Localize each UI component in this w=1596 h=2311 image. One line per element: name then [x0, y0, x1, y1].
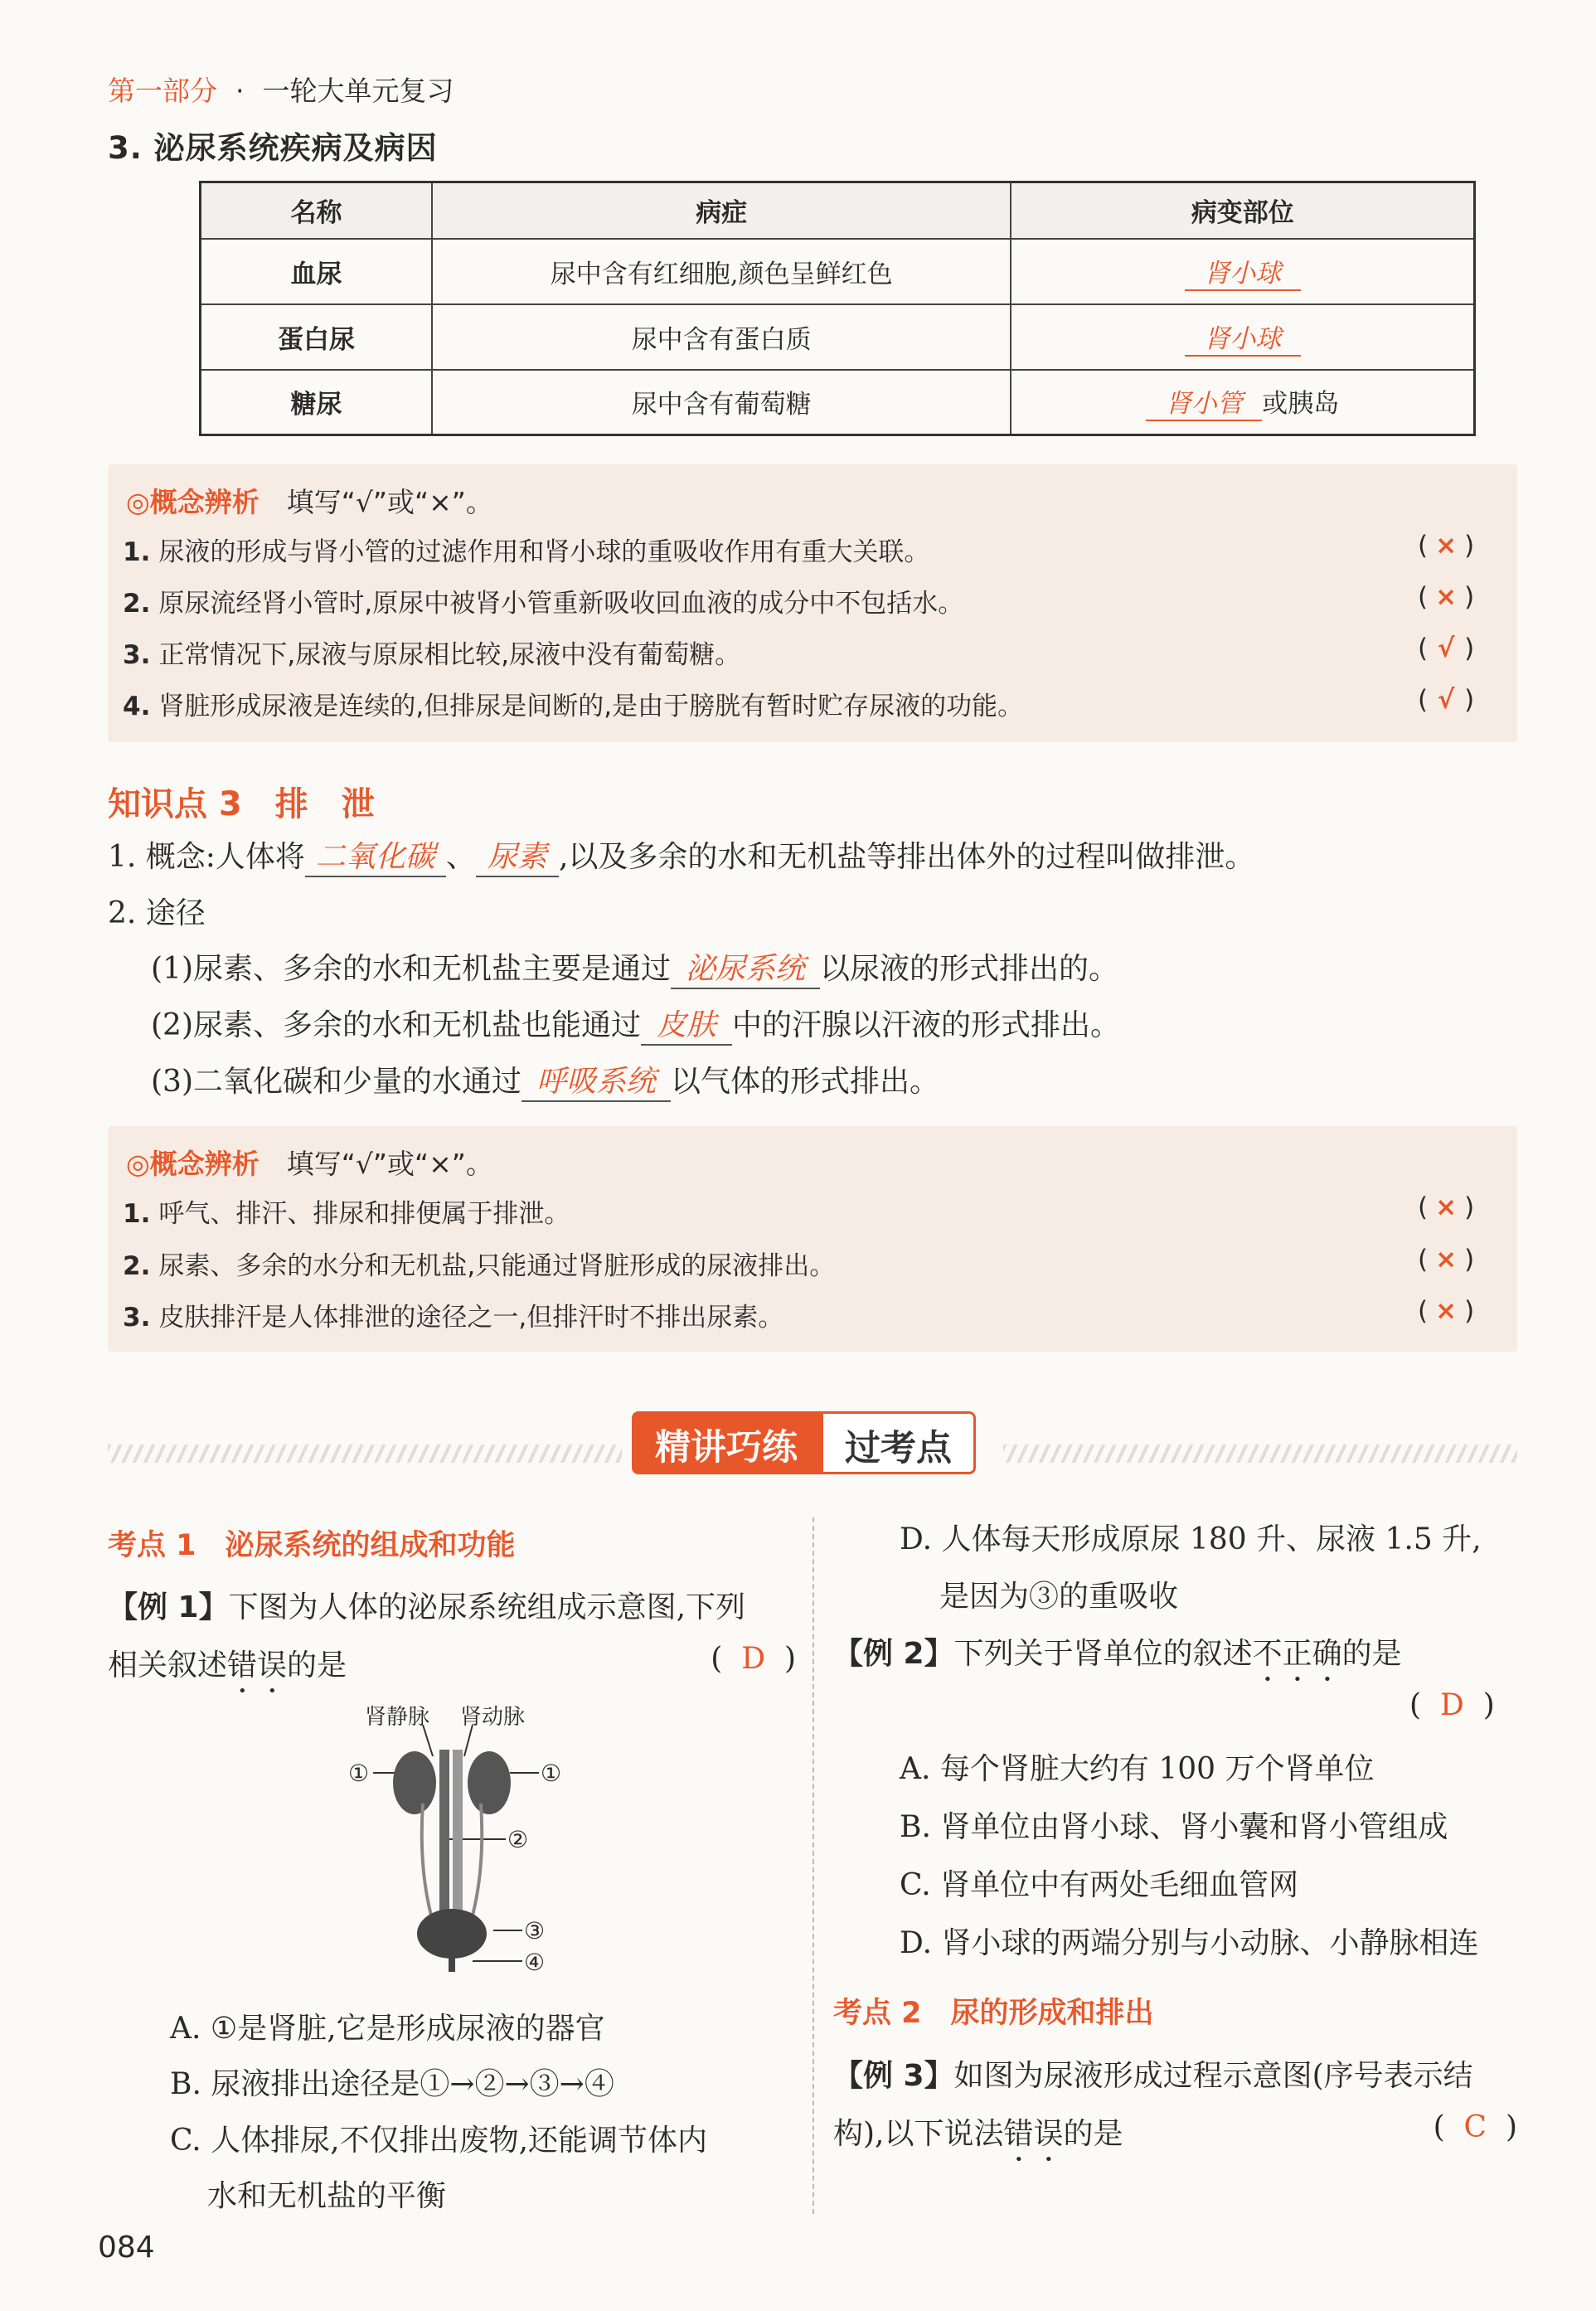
- concept-instruction: 填写“√”或“×”。: [286, 1148, 493, 1180]
- answer-mark: [1418, 1296, 1474, 1326]
- table-row: [201, 370, 1475, 435]
- table-header: 病症: [432, 182, 1011, 239]
- page-header: [108, 70, 454, 109]
- disease-symptom: 尿中含有蛋白质: [432, 304, 1011, 370]
- route-prefix: (2)尿素、多余的水和无机盐也能通过: [151, 1008, 641, 1042]
- paren: ): [783, 1642, 796, 1676]
- concept-item: [123, 1296, 783, 1333]
- route-item: [151, 1058, 939, 1102]
- option-c: C. 人体排尿,不仅排出废物,还能调节体内: [170, 2124, 708, 2158]
- item-number: 4.: [123, 692, 151, 721]
- blank-answer: 呼吸系统: [521, 1058, 671, 1102]
- urinary-system-diagram: [340, 1700, 614, 1982]
- example-text: 的是: [1341, 1637, 1402, 1671]
- knowledge-point-title: [108, 778, 375, 825]
- emphasis-text: 错误: [1003, 2117, 1064, 2151]
- example-text: 下图为人体的泌尿系统组成示意图,下列: [228, 1590, 746, 1624]
- column-divider: [813, 1517, 814, 2214]
- route-suffix: 中的汗腺以汗液的形式排出。: [732, 1008, 1121, 1042]
- header-dot: ·: [235, 75, 245, 107]
- paren: ): [1464, 1245, 1475, 1274]
- paren: ): [1464, 634, 1475, 663]
- blank-answer: 二氧化碳: [305, 833, 446, 877]
- item-number: 2.: [123, 1251, 151, 1281]
- option-b: B. 尿液排出途径是①→②→③→④: [170, 2067, 614, 2101]
- mark: √: [1437, 685, 1455, 715]
- option-d-line1: D. 人体每天形成原尿 180 升、尿液 1.5 升,: [900, 1522, 1482, 1556]
- mark: ×: [1435, 582, 1458, 612]
- answer-mark: [1418, 1192, 1474, 1222]
- concept-suffix: ,以及多余的水和无机盐等排出体外的过程叫做排泄。: [558, 840, 1255, 874]
- route-prefix: (1)尿素、多余的水和无机盐主要是通过: [151, 952, 671, 986]
- emphasis-text: 错误: [227, 1648, 288, 1682]
- example-label: 【例 2】: [833, 1637, 954, 1671]
- route-title: 2. 途径: [108, 896, 206, 930]
- mark: ×: [1435, 1192, 1458, 1222]
- paren: (: [1418, 685, 1429, 715]
- paren: (: [711, 1642, 723, 1676]
- mark: ×: [1435, 1245, 1458, 1274]
- separator: 、: [445, 840, 476, 874]
- route-prefix: (3)二氧化碳和少量的水通过: [151, 1065, 521, 1099]
- disease-name: 糖尿: [201, 370, 432, 435]
- emphasis-text: 不正确: [1252, 1637, 1342, 1671]
- urinary-diagram-svg: [340, 1700, 614, 1982]
- exam-point-1-title: 考点 1 泌尿系统的组成和功能: [108, 1529, 516, 1562]
- concept-label: ◎概念辨析: [126, 1148, 260, 1180]
- answer-paren: [1433, 2110, 1517, 2144]
- header-title: 一轮大单元复习: [262, 75, 454, 107]
- answer-mark: [1418, 685, 1474, 715]
- item-number: 1.: [123, 537, 151, 567]
- answer-mark: [1418, 634, 1474, 663]
- option-c-cont: 水和无机盐的平衡: [207, 2179, 447, 2213]
- disease-symptom: 尿中含有葡萄糖: [432, 370, 1011, 435]
- example-label: 【例 3】: [833, 2059, 954, 2093]
- paren: (: [1418, 634, 1429, 663]
- example-3-line1: [833, 2052, 1473, 2095]
- section-title: 3. 泌尿系统疾病及病因: [108, 130, 438, 166]
- item-text: 正常情况下,尿液与原尿相比较,尿液中没有葡萄糖。: [158, 640, 741, 670]
- site-suffix: 或胰岛: [1262, 389, 1340, 420]
- route-item: [151, 945, 1118, 989]
- example-label: 【例 1】: [108, 1590, 229, 1624]
- banner-stripes-left: [108, 1444, 622, 1463]
- concept-item: [123, 634, 740, 671]
- item-number: 1.: [123, 1199, 151, 1229]
- mark: ×: [1435, 531, 1458, 561]
- excretion-concept: [108, 833, 1254, 877]
- exam-point-2-title: 考点 2 尿的形成和排出: [833, 1997, 1154, 2030]
- disease-name: 蛋白尿: [201, 304, 432, 370]
- ex2-option-a: A. 每个肾脏大约有 100 万个肾单位: [900, 1752, 1375, 1786]
- concept-box-1: [108, 464, 1517, 742]
- table-row: [201, 239, 1475, 304]
- banner-right: 过考点: [821, 1411, 976, 1474]
- paren: (: [1418, 1245, 1429, 1274]
- answer-mark: [1418, 531, 1474, 561]
- disease-table: [199, 181, 1476, 436]
- ex2-option-c: C. 肾单位中有两处毛细血管网: [900, 1868, 1299, 1902]
- label-1-right: ①: [541, 1760, 562, 1787]
- table-row: [201, 304, 1475, 370]
- example-1-line2: [108, 1642, 796, 1700]
- concept-item: [123, 685, 1023, 722]
- example-text: 如图为尿液形成过程示意图(序号表示结: [953, 2059, 1473, 2093]
- ex2-option-b: B. 肾单位由肾小球、肾小囊和肾小管组成: [900, 1810, 1448, 1844]
- example-text: 相关叙述: [108, 1648, 228, 1682]
- answer-mark: [1418, 1245, 1474, 1274]
- item-number: 3.: [123, 640, 151, 670]
- label-2: ②: [507, 1826, 529, 1853]
- answer-mark: [1418, 582, 1474, 612]
- page-number: 084: [98, 2231, 155, 2265]
- item-text: 肾脏形成尿液是连续的,但排尿是间断的,是由于膀胱有暂时贮存尿液的功能。: [158, 692, 1024, 721]
- example-text: 的是: [1063, 2117, 1123, 2151]
- example-2: [833, 1630, 1402, 1688]
- example-text: 构),以下说法: [833, 2117, 1004, 2151]
- example-text: 的是: [287, 1648, 347, 1682]
- route-item: [151, 1002, 1120, 1046]
- part-label: 第一部分: [108, 75, 217, 107]
- route-suffix: 以尿液的形式排出的。: [820, 952, 1119, 986]
- option-a: A. ①是肾脏,它是形成尿液的器官: [170, 2012, 605, 2046]
- concept-box-2: [108, 1126, 1517, 1352]
- answer-paren: [711, 1642, 796, 1676]
- paren: (: [1418, 531, 1429, 561]
- concept-label: ◎概念辨析: [126, 486, 260, 518]
- section-banner: [632, 1411, 976, 1474]
- concept-item: [123, 1245, 835, 1282]
- site-answer: 肾小球: [1185, 252, 1301, 291]
- mark: √: [1437, 634, 1455, 663]
- item-number: 3.: [123, 1303, 151, 1333]
- item-text: 皮肤排汗是人体排泄的途径之一,但排汗时不排出尿素。: [158, 1303, 784, 1333]
- label-1-left: ①: [348, 1760, 370, 1787]
- option-d-line2: 是因为③的重吸收: [939, 1580, 1179, 1614]
- paren: ): [1464, 1192, 1475, 1222]
- concept-instruction: 填写“√”或“×”。: [286, 486, 493, 518]
- item-text: 呼气、排汗、排尿和排便属于排泄。: [158, 1199, 570, 1229]
- paren: ): [1482, 1688, 1495, 1722]
- example-1-line1: [108, 1584, 745, 1626]
- paren: (: [1418, 1296, 1429, 1326]
- table-header: 病变部位: [1011, 182, 1474, 239]
- paren: (: [1418, 1192, 1429, 1222]
- example-3-line2: [833, 2110, 1517, 2168]
- paren: ): [1464, 582, 1475, 612]
- disease-site: [1011, 370, 1474, 435]
- item-text: 尿液的形成与肾小管的过滤作用和肾小球的重吸收作用有重大关联。: [158, 537, 930, 567]
- concept-item: [123, 531, 929, 568]
- paren: ): [1505, 2110, 1517, 2144]
- item-text: 尿素、多余的水分和无机盐,只能通过肾脏形成的尿液排出。: [158, 1251, 836, 1281]
- concept-title: [126, 481, 493, 520]
- artery-label: 肾动脉: [460, 1705, 526, 1730]
- answer-letter: D: [741, 1642, 766, 1676]
- example-text: 下列关于肾单位的叙述: [953, 1637, 1253, 1671]
- paren: (: [1409, 1688, 1422, 1722]
- answer-letter: D: [1439, 1688, 1464, 1722]
- concept-item: [123, 1192, 570, 1230]
- example-2-answer: [1409, 1688, 1495, 1722]
- table-header-row: [201, 182, 1475, 239]
- kp-label: 知识点 3: [108, 785, 242, 823]
- kp-title: 排 泄: [274, 785, 375, 823]
- paren: (: [1418, 582, 1429, 612]
- table-header: 名称: [201, 182, 432, 239]
- label-4: ④: [524, 1949, 546, 1976]
- disease-name: 血尿: [201, 239, 432, 304]
- vein-label: 肾静脉: [365, 1705, 430, 1730]
- banner-stripes-right: [1003, 1444, 1517, 1463]
- banner-left: 精讲巧练: [632, 1411, 821, 1474]
- site-answer: 肾小球: [1185, 318, 1301, 357]
- concept-title: [126, 1143, 493, 1182]
- paren: ): [1464, 685, 1475, 715]
- item-text: 原尿流经肾小管时,原尿中被肾小管重新吸收回血液的成分中不包括水。: [158, 589, 964, 619]
- blank-answer: 皮肤: [641, 1002, 732, 1046]
- paren: ): [1464, 531, 1475, 561]
- disease-symptom: 尿中含有红细胞,颜色呈鲜红色: [432, 239, 1011, 304]
- site-answer: 肾小管: [1146, 382, 1262, 421]
- blank-answer: 泌尿系统: [671, 945, 820, 989]
- ex2-option-d: D. 肾小球的两端分别与小动脉、小静脉相连: [900, 1926, 1479, 1960]
- paren: (: [1433, 2110, 1445, 2144]
- blank-answer: 尿素: [476, 833, 559, 877]
- item-number: 2.: [123, 589, 151, 619]
- concept-item: [123, 582, 963, 619]
- mark: ×: [1435, 1296, 1458, 1326]
- disease-site: [1011, 239, 1474, 304]
- paren: ): [1464, 1296, 1475, 1326]
- concept-prefix: 1. 概念:人体将: [108, 840, 305, 874]
- answer-letter: C: [1463, 2110, 1487, 2144]
- disease-site: [1011, 304, 1474, 370]
- label-3: ③: [524, 1917, 546, 1944]
- route-suffix: 以气体的形式排出。: [671, 1065, 940, 1099]
